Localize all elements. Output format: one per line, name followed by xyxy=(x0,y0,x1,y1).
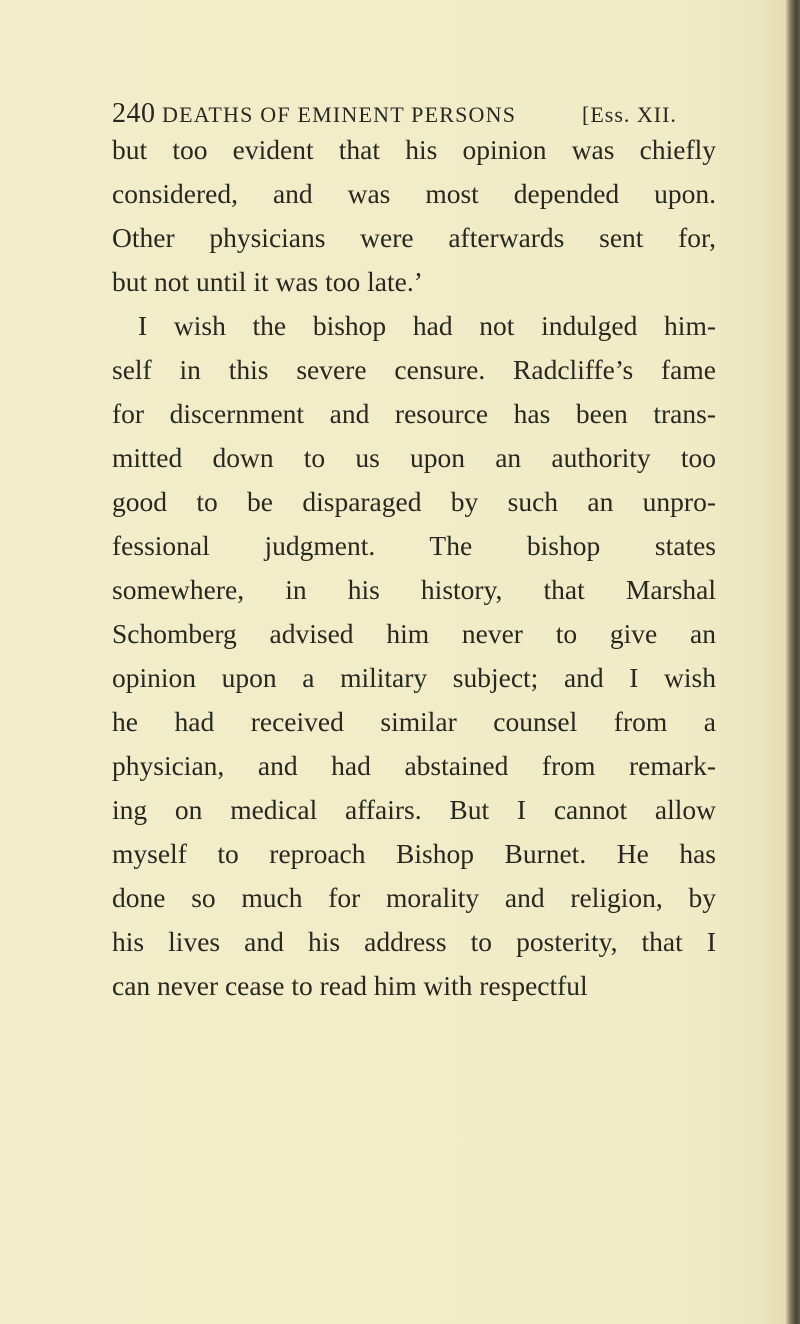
text-line: done so much for morality and religion, by xyxy=(112,882,716,913)
text-line: self in this severe censure. Radcliffe’s fame xyxy=(112,354,716,385)
text-line: but too evident that his opinion was chiefly xyxy=(112,134,716,165)
text-line: good to be disparaged by such an unpro- xyxy=(112,486,716,517)
text-line: considered, and was most depended upon. xyxy=(112,178,716,209)
text-line: but not until it was too late.’ xyxy=(112,266,423,297)
text-line: can never cease to read him with respectful xyxy=(112,970,588,1001)
text-line: Schomberg advised him never to give an xyxy=(112,618,716,649)
text-line: I wish the bishop had not indulged him- xyxy=(138,310,716,341)
page-edge-shadow xyxy=(786,0,800,1324)
text-line: mitted down to us upon an authority too xyxy=(112,442,716,473)
text-line: for discernment and resource has been trans- xyxy=(112,398,716,429)
text-line: Other physicians were afterwards sent for, xyxy=(112,222,716,253)
text-line: somewhere, in his history, that Marshal xyxy=(112,574,716,605)
text-line: ing on medical affairs. But I cannot allow xyxy=(112,794,716,825)
text-line: his lives and his address to posterity, that I xyxy=(112,926,716,957)
text-line: myself to reproach Bishop Burnet. He has xyxy=(112,838,716,869)
page-number: 240 xyxy=(112,98,156,129)
page-header xyxy=(112,98,752,132)
text-line: physician, and had abstained from remark- xyxy=(112,750,716,781)
text-line: opinion upon a military subject; and I wish xyxy=(112,662,716,693)
text-line: fessional judgment. The bishop states xyxy=(112,530,716,561)
text-line: he had received similar counsel from a xyxy=(112,706,716,737)
running-head: DEATHS OF EMINENT PERSONS xyxy=(162,102,517,127)
section-reference: [Ess. XII. xyxy=(582,102,677,127)
